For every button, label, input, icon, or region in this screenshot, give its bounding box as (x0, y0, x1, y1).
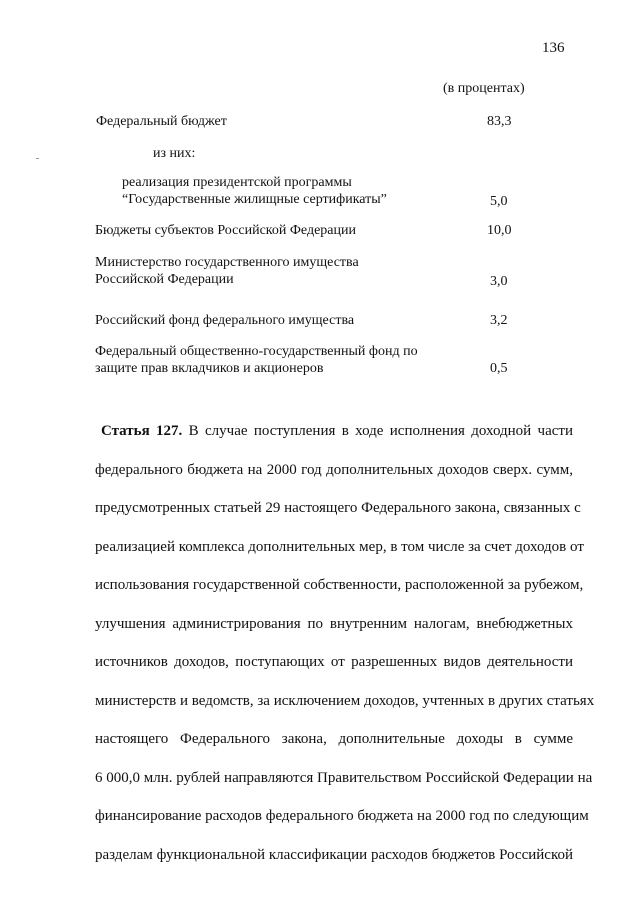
row-value: 3,0 (490, 274, 508, 289)
row-label: Министерство государственного имущества (95, 255, 359, 270)
row-label: реализация президентской программы (122, 175, 352, 190)
row-value: 10,0 (487, 223, 512, 238)
row-value: 5,0 (490, 194, 508, 209)
article-heading: Статья 127. (101, 423, 183, 439)
row-value: 0,5 (490, 361, 508, 376)
row-label: Федеральный общественно-государственный фонд по (95, 344, 418, 359)
page-number: 136 (542, 40, 565, 56)
row-label: Бюджеты субъектов Российской Федерации (95, 223, 356, 238)
article-line: разделам функциональной классификации расходов бюджетов Российской (95, 846, 573, 863)
row-value: 83,3 (487, 114, 512, 129)
row-label: “Государственные жилищные сертификаты” (122, 192, 387, 207)
margin-mark (36, 158, 39, 159)
article-line: предусмотренных статьей 29 настоящего Федерального закона, связанных с (95, 500, 581, 516)
article-line: финансирование расходов федерального бюджета на 2000 год по следующим (95, 808, 589, 824)
row-label: Российской Федерации (95, 272, 234, 287)
article-line: настоящего Федерального закона, дополнительные доходы в сумме (95, 731, 573, 747)
article-line: федерального бюджета на 2000 год дополнительных доходов сверх. сумм, (95, 461, 573, 478)
row-value: 3,2 (490, 313, 508, 328)
article-127 (95, 412, 595, 874)
row-label: Российский фонд федерального имущества (95, 313, 355, 328)
article-line: 6 000,0 млн. рублей направляются Правительством Российской Федерации на (95, 769, 593, 786)
article-line: министерств и ведомств, за исключением доходов, учтенных в других статьях (95, 692, 595, 709)
article-line (95, 412, 573, 451)
units-label: (в процентах) (443, 81, 525, 96)
article-line-text: В случае поступления в ходе исполнения доходной части (188, 423, 573, 439)
row-label: защите прав вкладчиков и акционеров (95, 361, 324, 376)
article-line: использования государственной собственности, расположенной за рубежом, (95, 577, 584, 593)
row-label: Федеральный бюджет (96, 114, 227, 129)
article-line: улучшения администрирования по внутренним налогам, внебюджетных (95, 615, 573, 632)
row-label: из них: (153, 146, 196, 161)
article-line: реализацией комплекса дополнительных мер, в том числе за счет доходов от (95, 538, 584, 555)
article-line: источников доходов, поступающих от разрешенных видов деятельности (95, 654, 573, 670)
